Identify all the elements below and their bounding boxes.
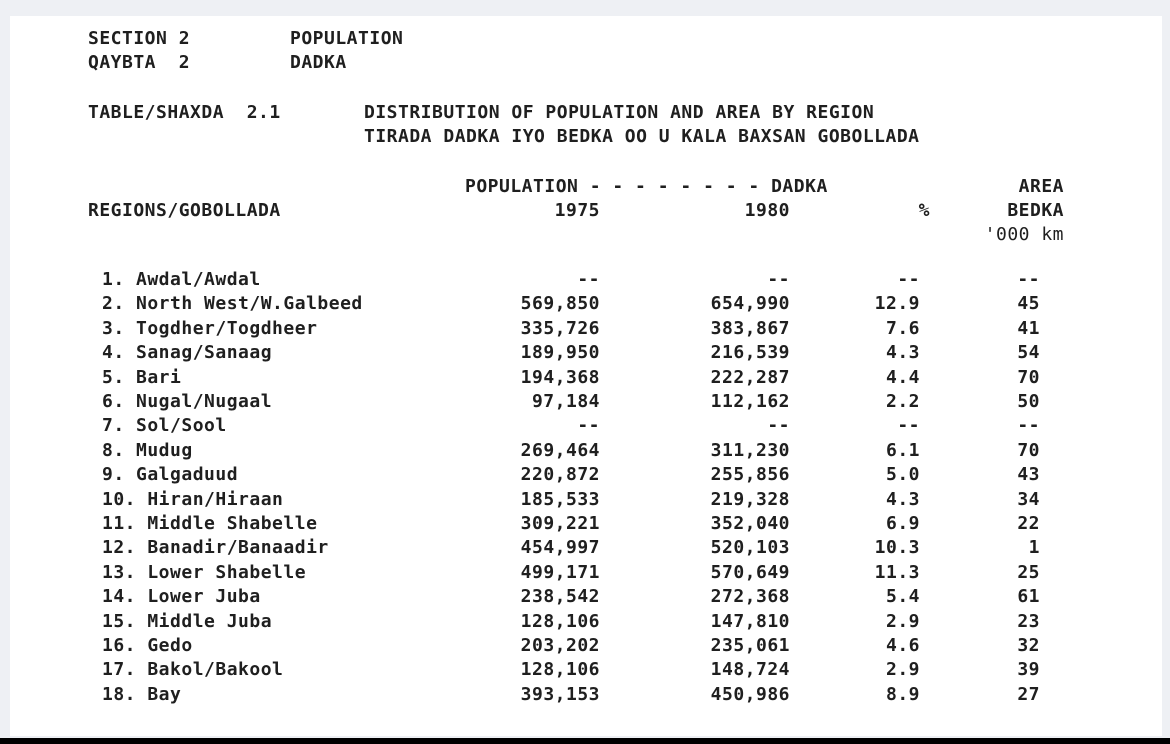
table-title-en: DISTRIBUTION OF POPULATION AND AREA BY REGION [364,102,875,123]
table-row [10,440,1162,464]
region-name: 3. Togdher/Togdheer [102,317,318,339]
population-percent: 4.3 [885,488,920,510]
table-row [10,684,1162,708]
population-percent: 5.0 [885,464,920,486]
population-1975: 194,368 [520,366,600,388]
bedka-header: BEDKA [1007,200,1064,221]
document-page [10,16,1162,736]
population-1975: 238,542 [520,586,600,608]
population-percent: -- [897,415,920,437]
table-label: TABLE/SHAXDA 2.1 [88,102,281,123]
area-value: -- [1017,269,1040,290]
table-row [10,635,1162,659]
population-percent: 7.6 [885,317,920,339]
table-row [10,367,1162,391]
population-1975: 220,872 [520,464,600,486]
bottom-bar [0,738,1170,744]
population-1975: -- [577,269,600,290]
population-1975: 189,950 [520,342,600,364]
population-1975: 128,106 [520,610,600,632]
population-percent: 4.4 [885,366,920,388]
area-value: 43 [1017,464,1040,486]
area-value: 39 [1017,659,1040,681]
region-name: 16. Gedo [102,635,193,656]
population-percent: 5.4 [885,586,920,608]
table-row [10,537,1162,561]
population-1980: 272,368 [710,586,790,608]
population-1980: 222,287 [710,366,790,388]
population-1975: 569,850 [520,293,600,315]
table-row [10,464,1162,488]
region-name: 5. Bari [102,366,182,388]
table-row [10,318,1162,342]
section-label-so: QAYBTA 2 [88,52,191,73]
table-row [10,659,1162,683]
population-1980: 112,162 [710,391,790,412]
region-name: 18. Bay [102,683,182,705]
area-value: 32 [1017,635,1040,656]
region-name: 10. Hiran/Hiraan [102,488,284,510]
population-1975: 97,184 [531,391,600,412]
table-row [10,489,1162,513]
region-name: 8. Mudug [102,439,193,461]
population-1975: -- [577,415,600,437]
year-1980-header: 1980 [744,200,790,221]
population-1975: 454,997 [520,537,600,559]
population-1975: 393,153 [520,683,600,705]
region-name: 14. Lower Juba [102,586,261,608]
population-percent: 4.3 [885,342,920,364]
area-value: 25 [1017,561,1040,583]
area-value: 1 [1028,537,1040,559]
table-row [10,342,1162,366]
region-name: 13. Lower Shabelle [102,561,307,583]
population-percent: 12.9 [874,293,920,315]
table-row [10,562,1162,586]
area-value: 54 [1017,342,1040,364]
region-name: 12. Banadir/Banaadir [102,537,329,559]
population-1980: -- [767,269,790,290]
population-1980: 147,810 [710,610,790,632]
area-value: 41 [1017,317,1040,339]
region-name: 7. Sol/Sool [102,415,227,437]
population-1980: 450,986 [710,683,790,705]
area-value: 27 [1017,683,1040,705]
section-topic-en: POPULATION [290,28,404,49]
table-row [10,415,1162,439]
area-value: 23 [1017,610,1040,632]
area-value: -- [1017,415,1040,437]
population-1975: 335,726 [520,317,600,339]
table-title-so: TIRADA DADKA IYO BEDKA OO U KALA BAXSAN GOBOLLADA [364,126,920,147]
region-name: 6. Nugal/Nugaal [102,391,273,412]
percent-header: % [918,200,930,221]
population-1975: 309,221 [520,513,600,534]
population-percent: 8.9 [885,683,920,705]
population-percent: 11.3 [874,561,920,583]
table-row [10,269,1162,293]
population-1980: 383,867 [710,317,790,339]
regions-header: REGIONS/GOBOLLADA [88,200,281,221]
population-percent: -- [897,269,920,290]
population-1975: 185,533 [520,488,600,510]
population-percent: 2.2 [885,391,920,412]
population-1975: 499,171 [520,561,600,583]
population-percent: 4.6 [885,635,920,656]
area-value: 61 [1017,586,1040,608]
population-1975: 269,464 [520,439,600,461]
area-value: 34 [1017,488,1040,510]
area-value: 45 [1017,293,1040,315]
population-percent: 6.9 [885,513,920,534]
table-row [10,586,1162,610]
section-label-en: SECTION 2 [88,28,191,49]
area-value: 70 [1017,366,1040,388]
year-1975-header: 1975 [554,200,600,221]
area-unit-header: '000 km [984,224,1064,245]
area-value: 70 [1017,439,1040,461]
table-row [10,611,1162,635]
table-row [10,513,1162,537]
population-percent: 10.3 [874,537,920,559]
table-row [10,293,1162,317]
population-percent: 2.9 [885,610,920,632]
region-name: 4. Sanag/Sanaag [102,342,273,364]
population-1980: 216,539 [710,342,790,364]
population-1980: 148,724 [710,659,790,681]
population-1980: 255,856 [710,464,790,486]
population-1980: 311,230 [710,439,790,461]
population-1980: 219,328 [710,488,790,510]
population-1975: 203,202 [520,635,600,656]
section-topic-so: DADKA [290,52,347,73]
population-1980: 654,990 [710,293,790,315]
region-name: 15. Middle Juba [102,610,273,632]
population-1980: 235,061 [710,635,790,656]
region-name: 11. Middle Shabelle [102,513,318,534]
population-1980: 352,040 [710,513,790,534]
area-value: 50 [1017,391,1040,412]
population-percent: 2.9 [885,659,920,681]
population-span-header: POPULATION - - - - - - - - DADKA [465,176,828,197]
region-name: 2. North West/W.Galbeed [102,293,363,315]
region-name: 1. Awdal/Awdal [102,269,261,290]
population-1980: 570,649 [710,561,790,583]
region-name: 17. Bakol/Bakool [102,659,284,681]
population-1980: -- [767,415,790,437]
region-name: 9. Galgaduud [102,464,239,486]
population-1975: 128,106 [520,659,600,681]
population-1980: 520,103 [710,537,790,559]
area-value: 22 [1017,513,1040,534]
population-percent: 6.1 [885,439,920,461]
area-header: AREA [1018,176,1064,197]
table-row [10,391,1162,415]
